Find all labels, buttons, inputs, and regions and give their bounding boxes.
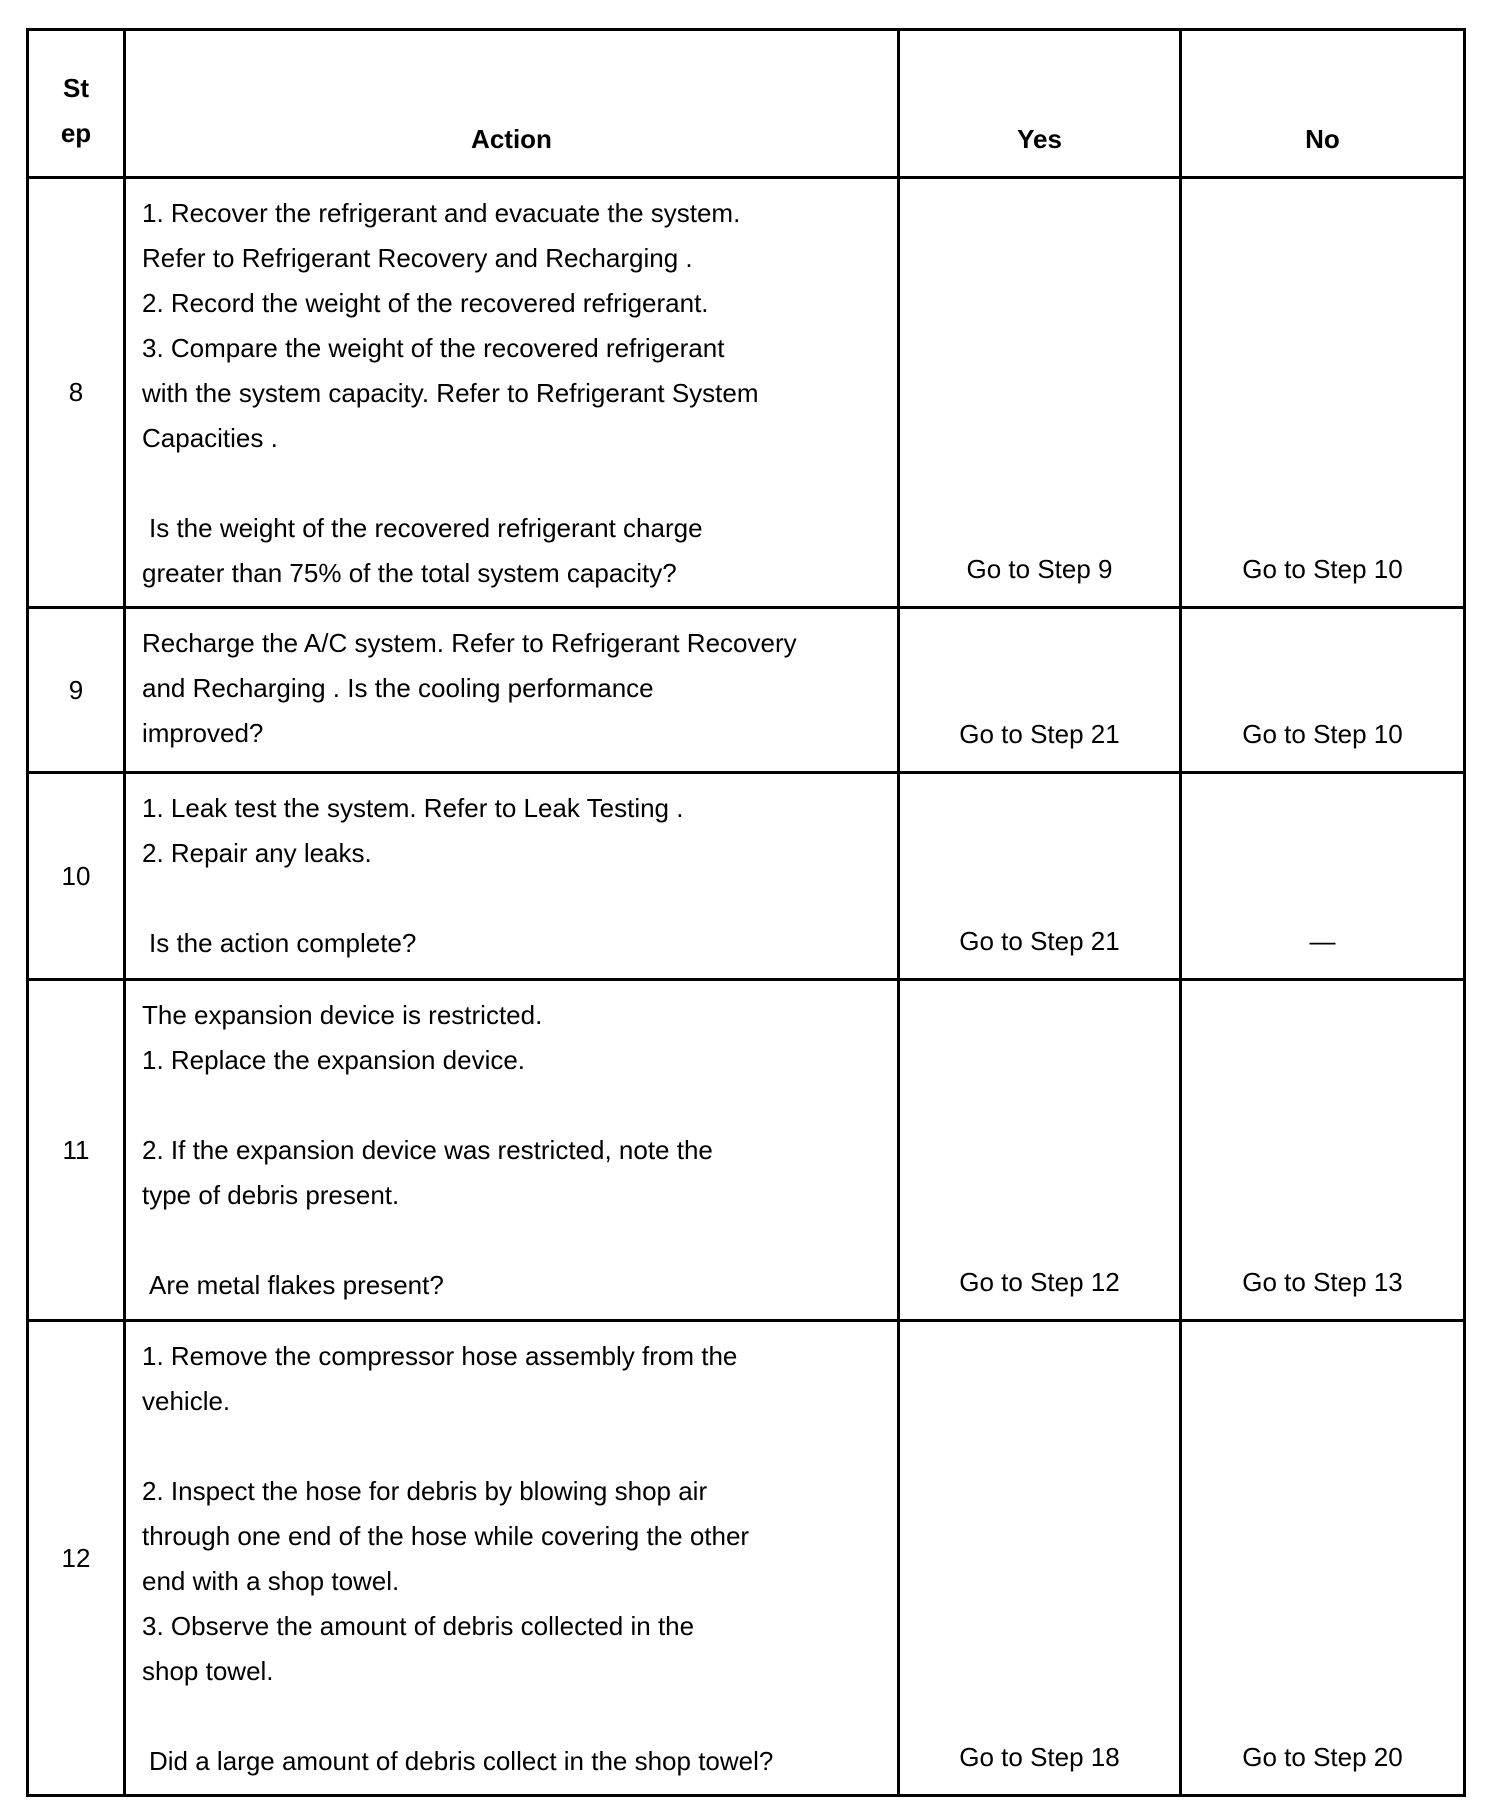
table-row [28, 608, 1465, 773]
table-row [28, 178, 1465, 608]
yes-cell: Go to Step 21 [899, 608, 1181, 773]
yes-cell: Go to Step 9 [899, 178, 1181, 608]
step-number: 10 [28, 773, 125, 980]
header-step: St ep [28, 30, 125, 178]
diagnostic-table [26, 28, 1466, 1797]
table-row [28, 980, 1465, 1321]
table-row [28, 1321, 1465, 1796]
yes-cell: Go to Step 18 [899, 1321, 1181, 1796]
action-cell: The expansion device is restricted. 1. Replace the expansion device. 2. If the expansion device was restricted, note the type of debris present. Are metal flakes present? [125, 980, 899, 1321]
header-row [28, 30, 1465, 178]
step-number: 12 [28, 1321, 125, 1796]
no-cell: — [1181, 773, 1465, 980]
header-no: No [1181, 30, 1465, 178]
action-cell: 1. Recover the refrigerant and evacuate the system. Refer to Refrigerant Recovery and Recharging . 2. Record the weight of the recovered refrigerant. 3. Compare the weight of the recovered refrigerant with the system capacity. Refer to Refrigerant System Capacities . Is the weight of the recovered refrigerant charge greater than 75% of the total system capacity? [125, 178, 899, 608]
no-cell: Go to Step 20 [1181, 1321, 1465, 1796]
yes-cell: Go to Step 12 [899, 980, 1181, 1321]
step-number: 11 [28, 980, 125, 1321]
yes-cell: Go to Step 21 [899, 773, 1181, 980]
header-action: Action [125, 30, 899, 178]
no-cell: Go to Step 10 [1181, 178, 1465, 608]
step-number: 8 [28, 178, 125, 608]
step-number: 9 [28, 608, 125, 773]
no-cell: Go to Step 13 [1181, 980, 1465, 1321]
action-cell: Recharge the A/C system. Refer to Refrigerant Recovery and Recharging . Is the cooling performance improved? [125, 608, 899, 773]
action-cell: 1. Remove the compressor hose assembly from the vehicle. 2. Inspect the hose for debris by blowing shop air through one end of the hose while covering the other end with a shop towel. 3. Observe the amount of debris collected in the shop towel. Did a large amount of debris collect in the shop towel? [125, 1321, 899, 1796]
no-cell: Go to Step 10 [1181, 608, 1465, 773]
table-row [28, 773, 1465, 980]
action-cell: 1. Leak test the system. Refer to Leak Testing . 2. Repair any leaks. Is the action complete? [125, 773, 899, 980]
header-yes: Yes [899, 30, 1181, 178]
